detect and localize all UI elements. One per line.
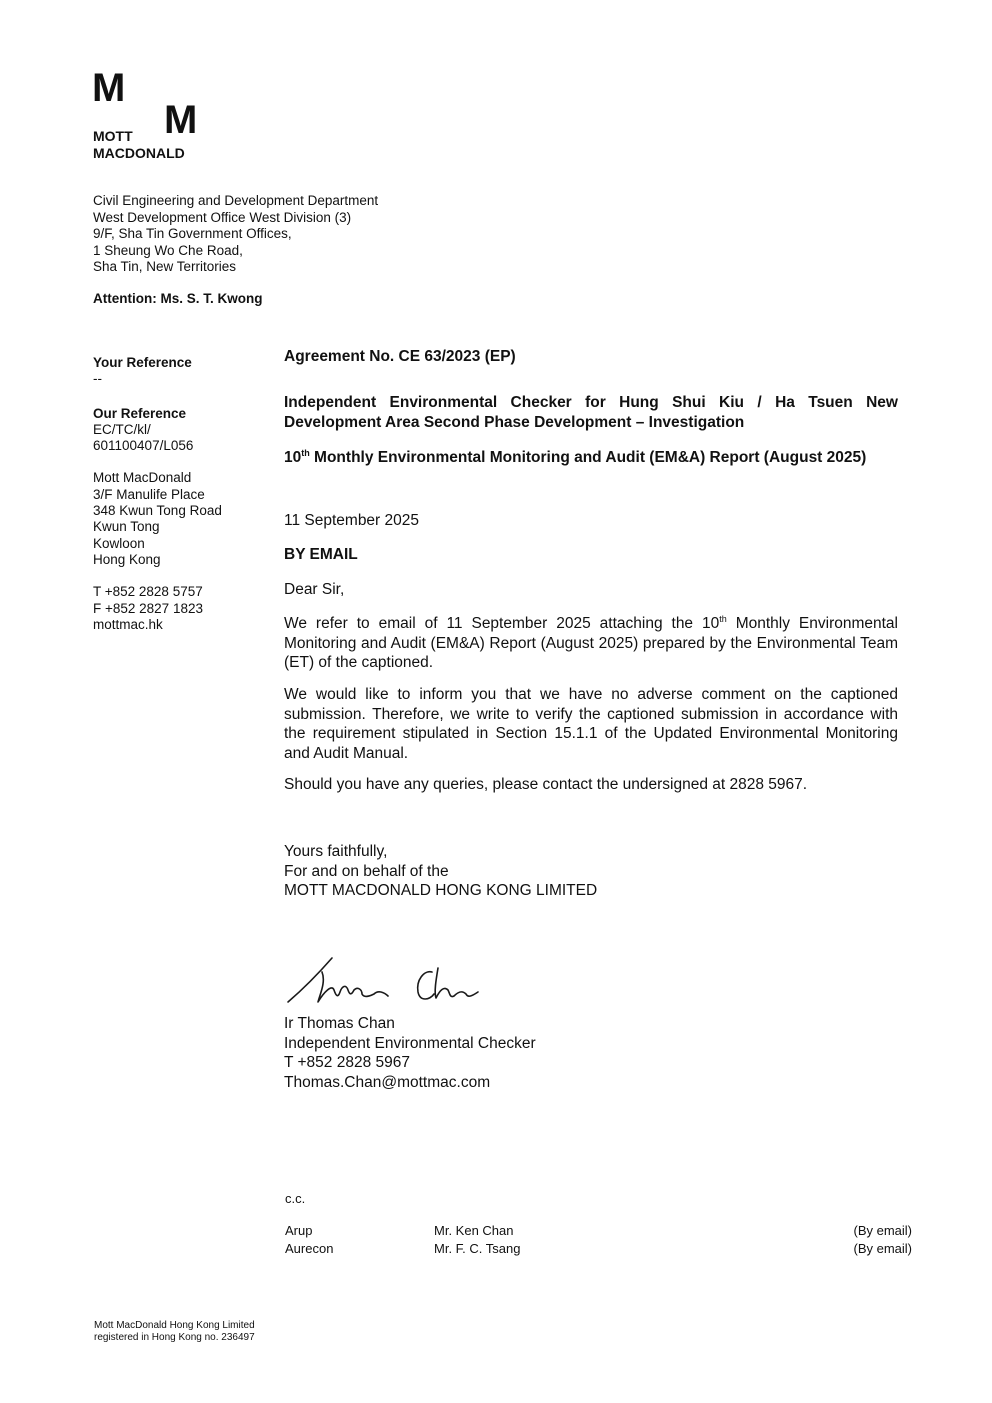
recipient-line: 9/F, Sha Tin Government Offices, [93,226,292,241]
sender-website: mottmac.hk [93,616,163,632]
agreement-number: Agreement No. CE 63/2023 (EP) [284,348,516,365]
signer-email: Thomas.Chan@mottmac.com [284,1073,491,1091]
sender-address-line: 3/F Manulife Place [93,486,205,502]
paragraph-1-text: Monthly Environmental Monitoring and Audit (EM&A) Report (August 2025) prepared by the Environmental Team (ET) of the captioned. [284,615,898,671]
sender-address-line: 348 Kwun Tong Road [93,503,222,519]
cc-person: Mr. F. C. Tsang [434,1241,521,1256]
report-title [284,448,898,468]
on-behalf-line: For and on behalf of the [284,862,449,880]
cc-method: (By email) [853,1241,912,1256]
handwritten-signature [282,950,492,1012]
logo-m-top: M [92,66,126,110]
recipient-line: West Development Office West Division (3) [93,209,352,225]
paragraph-1 [284,614,898,673]
our-reference-value: EC/TC/kl/ [93,421,151,437]
recipient-line: 1 Sheung Wo Che Road, [93,242,243,258]
sender-telephone: T +852 2828 5757 [93,584,203,600]
signer-name: Ir Thomas Chan [284,1015,395,1032]
paragraph-1-text: We refer to email of 11 September 2025 attaching the 10 [284,615,720,632]
footer-registration-number: registered in Hong Kong no. 236497 [94,1332,255,1343]
logo-text-mott: MOTT [93,128,133,144]
cc-organisation: Aurecon [285,1241,334,1256]
report-title-text: Monthly Environmental Monitoring and Audit (EM&A) Report (August 2025) [309,449,867,466]
signature-image [282,950,492,1012]
cc-method: (By email) [853,1223,912,1238]
logo-m-bottom: M [164,98,198,142]
cc-list [285,1222,912,1258]
paragraph-1-ordinal: th [719,613,727,624]
paragraph-3: Should you have any queries, please contact the undersigned at 2828 5967. [284,776,808,793]
signer-title: Independent Environmental Checker [284,1034,536,1052]
report-number: 10 [284,449,302,466]
company-logo [92,68,222,164]
letter-date: 11 September 2025 [284,512,420,529]
cc-row [285,1240,912,1258]
report-ordinal: th [301,447,310,458]
sender-address [93,470,263,568]
attention-line: Attention: Ms. S. T. Kwong [93,291,263,306]
sender-contact [93,584,263,633]
your-reference-value: -- [93,371,102,387]
cc-label: c.c. [285,1191,306,1206]
recipient-line: Civil Engineering and Development Department [93,193,379,208]
closing-phrase: Yours faithfully, [284,843,388,860]
delivery-method: BY EMAIL [284,546,358,563]
company-name: MOTT MACDONALD HONG KONG LIMITED [284,882,598,899]
recipient-line: Sha Tin, New Territories [93,259,237,274]
sender-address-line: Kowloon [93,535,145,551]
sender-address-line: Hong Kong [93,551,161,567]
logo-text-macdonald: MACDONALD [93,145,185,161]
cc-row [285,1222,912,1240]
cc-person: Mr. Ken Chan [434,1223,514,1238]
footer-company: Mott MacDonald Hong Kong Limited [94,1320,255,1331]
sender-address-line: Mott MacDonald [93,470,192,486]
signer-block [284,1014,536,1092]
sender-fax: F +852 2827 1823 [93,600,203,616]
sender-address-line: Kwun Tong [93,519,160,535]
footer-registration [94,1320,255,1344]
letter-subject: Independent Environmental Checker for Hung Shui Kiu / Ha Tsuen New Development Area Second Phase Development – Investigation [284,394,898,431]
sidebar [93,355,263,633]
cc-organisation: Arup [285,1223,313,1238]
paragraph-2: We would like to inform you that we have no adverse comment on the captioned submission. Therefore, we write to verify the captioned submission in accordance with the requirement stipulated in Section 15.1.1 of the Updated Environmental Monitoring and Audit Manual. [284,686,898,762]
our-reference-value: 601100407/L056 [93,438,194,454]
your-reference-label: Your Reference [93,355,192,370]
salutation: Dear Sir, [284,581,345,598]
our-reference-label: Our Reference [93,405,187,421]
closing-block [284,842,597,901]
recipient-address [93,193,493,276]
signer-telephone: T +852 2828 5967 [284,1054,410,1071]
